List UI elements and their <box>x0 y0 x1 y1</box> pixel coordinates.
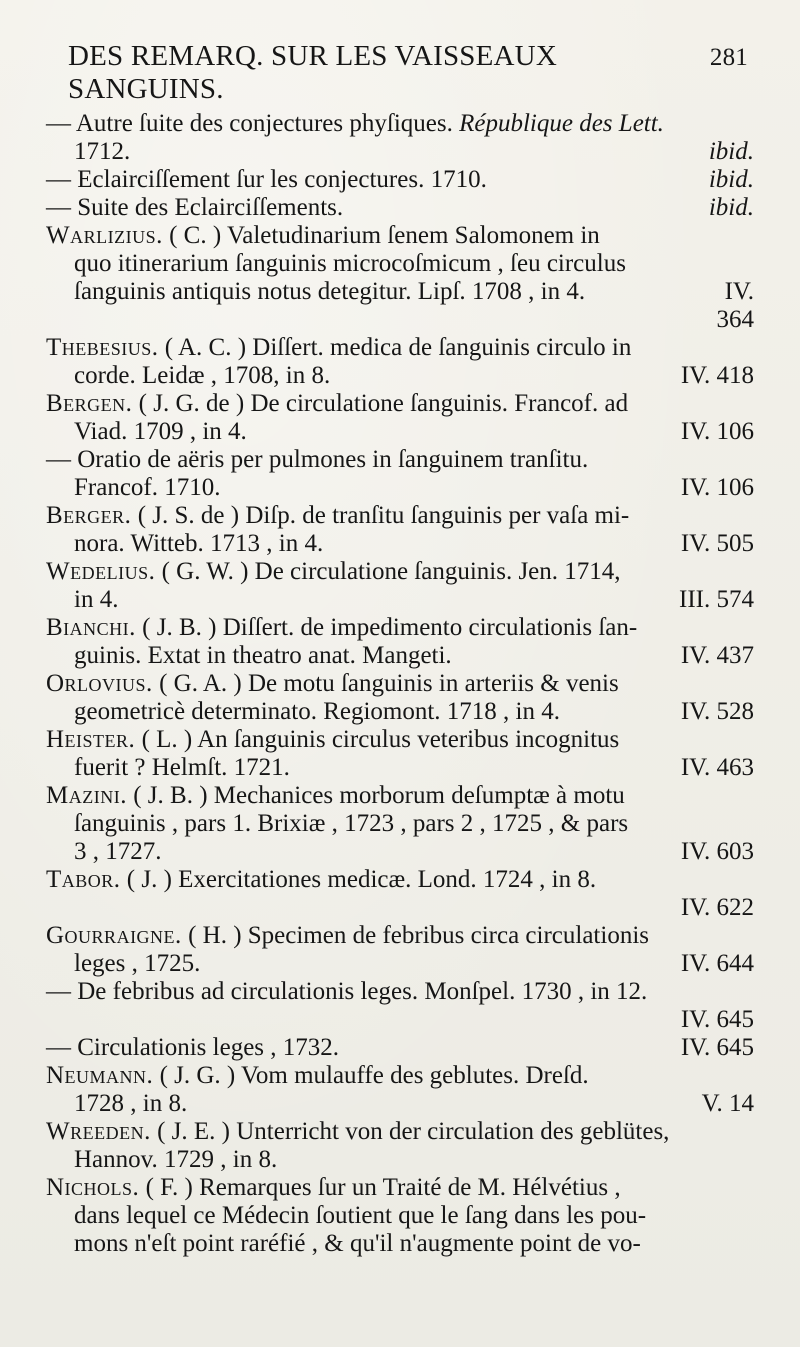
entry-reference: IV. 106 <box>680 418 754 445</box>
entry-text <box>46 390 628 418</box>
entry-body: nora. Witteb. 1713 , in 4. <box>74 530 324 557</box>
bibliography-entry <box>46 166 754 194</box>
entry-line <box>46 810 754 838</box>
entry-line <box>46 866 754 894</box>
entry-text <box>74 1202 646 1230</box>
entry-line <box>46 110 754 138</box>
entry-reference: IV. 418 <box>680 362 754 389</box>
entry-body: ( A. C. ) Diſſert. medica de ſanguinis circulo in <box>164 334 632 361</box>
entry-line <box>46 614 754 642</box>
entry-body: — Suite des Eclairciſſements. <box>46 194 344 221</box>
entry-author: Gourraigne. <box>46 922 182 949</box>
entry-line <box>46 642 754 670</box>
entry-text <box>74 1146 277 1174</box>
entry-line <box>46 418 754 446</box>
entry-reference: IV. 437 <box>680 642 754 669</box>
entry-line <box>46 1174 754 1202</box>
entry-line <box>46 1230 754 1258</box>
entry-line <box>46 586 754 614</box>
entry-reference: ibid. <box>708 138 754 165</box>
entry-body: ſanguinis , pars 1. Brixiæ , 1723 , pars 2 , 1725 , & pars <box>74 810 629 837</box>
entry-text <box>46 1034 339 1062</box>
entry-text <box>46 194 343 222</box>
entry-line <box>46 194 754 222</box>
bibliography-entry <box>46 334 754 390</box>
entry-text <box>46 922 649 950</box>
entry-text <box>46 1174 621 1202</box>
entry-line <box>46 1146 754 1174</box>
entry-body: Hannov. 1729 , in 8. <box>74 1146 278 1173</box>
entry-line <box>46 698 754 726</box>
bibliography-entry <box>46 1118 754 1174</box>
entry-text <box>74 810 628 838</box>
entry-text <box>46 978 647 1006</box>
entry-body: leges , 1725. <box>74 950 201 977</box>
entry-text <box>74 362 330 390</box>
entry-body: ( L. ) An ſanguinis circulus veteribus incognitus <box>141 726 620 753</box>
entry-body: dans lequel ce Médecin ſoutient que le ſang dans les pou- <box>74 1202 647 1229</box>
entry-text <box>46 866 596 894</box>
entry-body: 1728 , in 8. <box>74 1090 188 1117</box>
entry-line <box>46 166 754 194</box>
entry-line <box>46 390 754 418</box>
entry-line <box>46 138 754 166</box>
entry-body: ( J. ) Exercitationes medicæ. Lond. 1724 , in 8. <box>126 866 597 893</box>
entry-body: mons n'eſt point raréfié , & qu'il n'augmente point de vo- <box>74 1230 641 1257</box>
entry-reference: IV. <box>724 278 754 305</box>
bibliography-entry <box>46 1174 754 1258</box>
entry-author: Warlizius. <box>46 222 163 249</box>
entry-text <box>74 754 290 782</box>
entry-line <box>46 278 754 306</box>
entry-line <box>46 1202 754 1230</box>
entry-line <box>46 754 754 782</box>
entry-line <box>46 838 754 866</box>
entry-text <box>46 446 588 474</box>
entry-body: Viad. 1709 , in 4. <box>74 418 247 445</box>
entry-text <box>46 614 637 642</box>
entry-line <box>46 530 754 558</box>
entry-author: Wedelius. <box>46 558 156 585</box>
entry-author: Tabor. <box>46 866 121 893</box>
bibliography-entry <box>46 194 754 222</box>
entry-reference: ibid. <box>708 166 754 193</box>
entry-author: Heister. <box>46 726 136 753</box>
entry-body: guinis. Extat in theatro anat. Mangeti. <box>74 642 452 669</box>
entry-text <box>74 278 585 306</box>
bibliography-entry <box>46 614 754 670</box>
entry-text <box>46 334 631 362</box>
entry-body: quo itinerarium ſanguinis microcoſmicum , ſeu circulus <box>74 250 626 277</box>
entry-reference: IV. 505 <box>680 530 754 557</box>
entry-body: 3 , 1727. <box>74 838 162 865</box>
entry-author: Berger. <box>46 502 132 529</box>
entry-text <box>74 642 452 670</box>
bibliography-entry <box>46 222 754 334</box>
entry-body: — Circulationis leges , 1732. <box>46 1034 340 1061</box>
entry-body: ( J. E. ) Unterricht von der circulation des geblütes, <box>157 1118 670 1145</box>
page-number: 281 <box>709 44 748 71</box>
entry-body: ſanguinis antiquis notus detegitur. Lipſ. 1708 , in 4. <box>74 278 586 305</box>
entry-text <box>74 838 162 866</box>
entry-body: ( J. B. ) Diſſert. de impedimento circulationis ſan- <box>142 614 638 641</box>
entry-reference: IV. 106 <box>680 474 754 501</box>
entry-author: Wreeden. <box>46 1118 151 1145</box>
entry-body: 1712. <box>74 138 131 165</box>
entry-author: Thebesius. <box>46 334 159 361</box>
entry-reference: IV. 463 <box>680 754 754 781</box>
entry-line <box>46 726 754 754</box>
entry-author: Mazini. <box>46 782 127 809</box>
entry-body: ( J. G. de ) De circulatione ſanguinis. Francof. ad <box>138 390 629 417</box>
entry-text <box>46 222 600 250</box>
bibliography-entry <box>46 978 754 1034</box>
entry-body: ( J. B. ) Mechanices morborum deſumptæ à motu <box>133 782 625 809</box>
entry-body: ( J. S. de ) Diſp. de tranſitu ſanguinis per vaſa mi- <box>137 502 630 529</box>
entry-text <box>74 474 221 502</box>
bibliography-entry <box>46 670 754 726</box>
running-header <box>68 40 754 106</box>
entry-text <box>46 558 621 586</box>
bibliography-entry <box>46 390 754 446</box>
entry-text <box>74 698 560 726</box>
running-title: DES REMARQ. SUR LES VAISSEAUX SANGUINS. <box>68 40 557 105</box>
entry-body: — Eclairciſſement ſur les conjectures. 1710. <box>46 166 487 193</box>
entry-reference: ibid. <box>708 194 754 221</box>
entry-text <box>74 1090 187 1118</box>
bibliography-entry <box>46 726 754 782</box>
entry-line <box>46 558 754 586</box>
entry-text <box>74 250 626 278</box>
bibliography-list <box>46 110 754 1258</box>
entry-author: Neumann. <box>46 1062 154 1089</box>
entry-line <box>46 1090 754 1118</box>
entry-reference: 364 <box>716 306 754 333</box>
entry-text <box>46 1062 589 1090</box>
entry-text <box>74 138 130 166</box>
entry-text <box>74 1230 641 1258</box>
entry-line <box>46 1006 754 1034</box>
entry-text <box>46 1118 669 1146</box>
entry-body: ( G. W. ) De circulatione ſanguinis. Jen. 1714, <box>161 558 621 585</box>
entry-text <box>46 110 664 138</box>
entry-author: Bianchi. <box>46 614 136 641</box>
entry-author: Orlovius. <box>46 670 153 697</box>
entry-body: corde. Leidæ , 1708, in 8. <box>74 362 331 389</box>
entry-line <box>46 922 754 950</box>
entry-body: — De febribus ad circulationis leges. Monſpel. 1730 , in 12. <box>46 978 648 1005</box>
entry-reference: IV. 622 <box>680 894 754 921</box>
entry-reference: IV. 644 <box>680 950 754 977</box>
entry-journal: République des Lett. <box>452 110 664 137</box>
entry-body: ( G. A. ) De motu ſanguinis in arteriis & venis <box>159 670 619 697</box>
entry-line <box>46 474 754 502</box>
entry-line <box>46 1034 754 1062</box>
entry-reference: III. 574 <box>679 586 754 613</box>
entry-text <box>74 418 247 446</box>
bibliography-entry <box>46 110 754 166</box>
entry-text <box>74 586 118 614</box>
entry-body: ( F. ) Remarques ſur un Traité de M. Hélvétius , <box>145 1174 621 1201</box>
entry-reference: V. 14 <box>701 1090 754 1117</box>
entry-line <box>46 250 754 278</box>
entry-text <box>74 530 323 558</box>
entry-line <box>46 334 754 362</box>
bibliography-entry <box>46 502 754 558</box>
entry-line <box>46 1062 754 1090</box>
entry-body: fuerit ? Helmſt. 1721. <box>74 754 290 781</box>
entry-body: geometricè determinato. Regiomont. 1718 , in 4. <box>74 698 560 725</box>
entry-author: Bergen. <box>46 390 133 417</box>
entry-text <box>74 950 200 978</box>
entry-author: Nichols. <box>46 1174 140 1201</box>
bibliography-entry <box>46 1034 754 1062</box>
entry-text <box>46 166 487 194</box>
entry-reference: IV. 603 <box>680 838 754 865</box>
entry-line <box>46 306 754 334</box>
entry-text <box>46 502 629 530</box>
entry-body: — Oratio de aëris per pulmones in ſanguinem tranſitu. <box>46 446 589 473</box>
entry-line <box>46 362 754 390</box>
entry-body: ( J. G. ) Vom mulauffe des geblutes. Dreſd. <box>159 1062 589 1089</box>
entry-reference: IV. 528 <box>680 698 754 725</box>
entry-line <box>46 782 754 810</box>
bibliography-entry <box>46 558 754 614</box>
bibliography-entry <box>46 446 754 502</box>
entry-line <box>46 222 754 250</box>
entry-line <box>46 894 754 922</box>
entry-line <box>46 670 754 698</box>
entry-body: Francof. 1710. <box>74 474 221 501</box>
entry-text <box>46 782 625 810</box>
entry-line <box>46 502 754 530</box>
entry-body: ( C. ) Valetudinarium ſenem Salomonem in <box>169 222 600 249</box>
entry-line <box>46 1118 754 1146</box>
bibliography-entry <box>46 1062 754 1118</box>
entry-text <box>46 726 619 754</box>
entry-reference: IV. 645 <box>680 1034 754 1061</box>
bibliography-entry <box>46 782 754 866</box>
entry-text <box>46 670 619 698</box>
entry-reference: IV. 645 <box>680 1006 754 1033</box>
bibliography-entry <box>46 866 754 922</box>
entry-line <box>46 978 754 1006</box>
entry-line <box>46 950 754 978</box>
entry-body: — Autre ſuite des conjectures phyſiques. <box>46 110 453 137</box>
entry-body: ( H. ) Specimen de febribus circa circulationis <box>188 922 649 949</box>
entry-line <box>46 446 754 474</box>
bibliography-entry <box>46 922 754 978</box>
entry-body: in 4. <box>74 586 119 613</box>
